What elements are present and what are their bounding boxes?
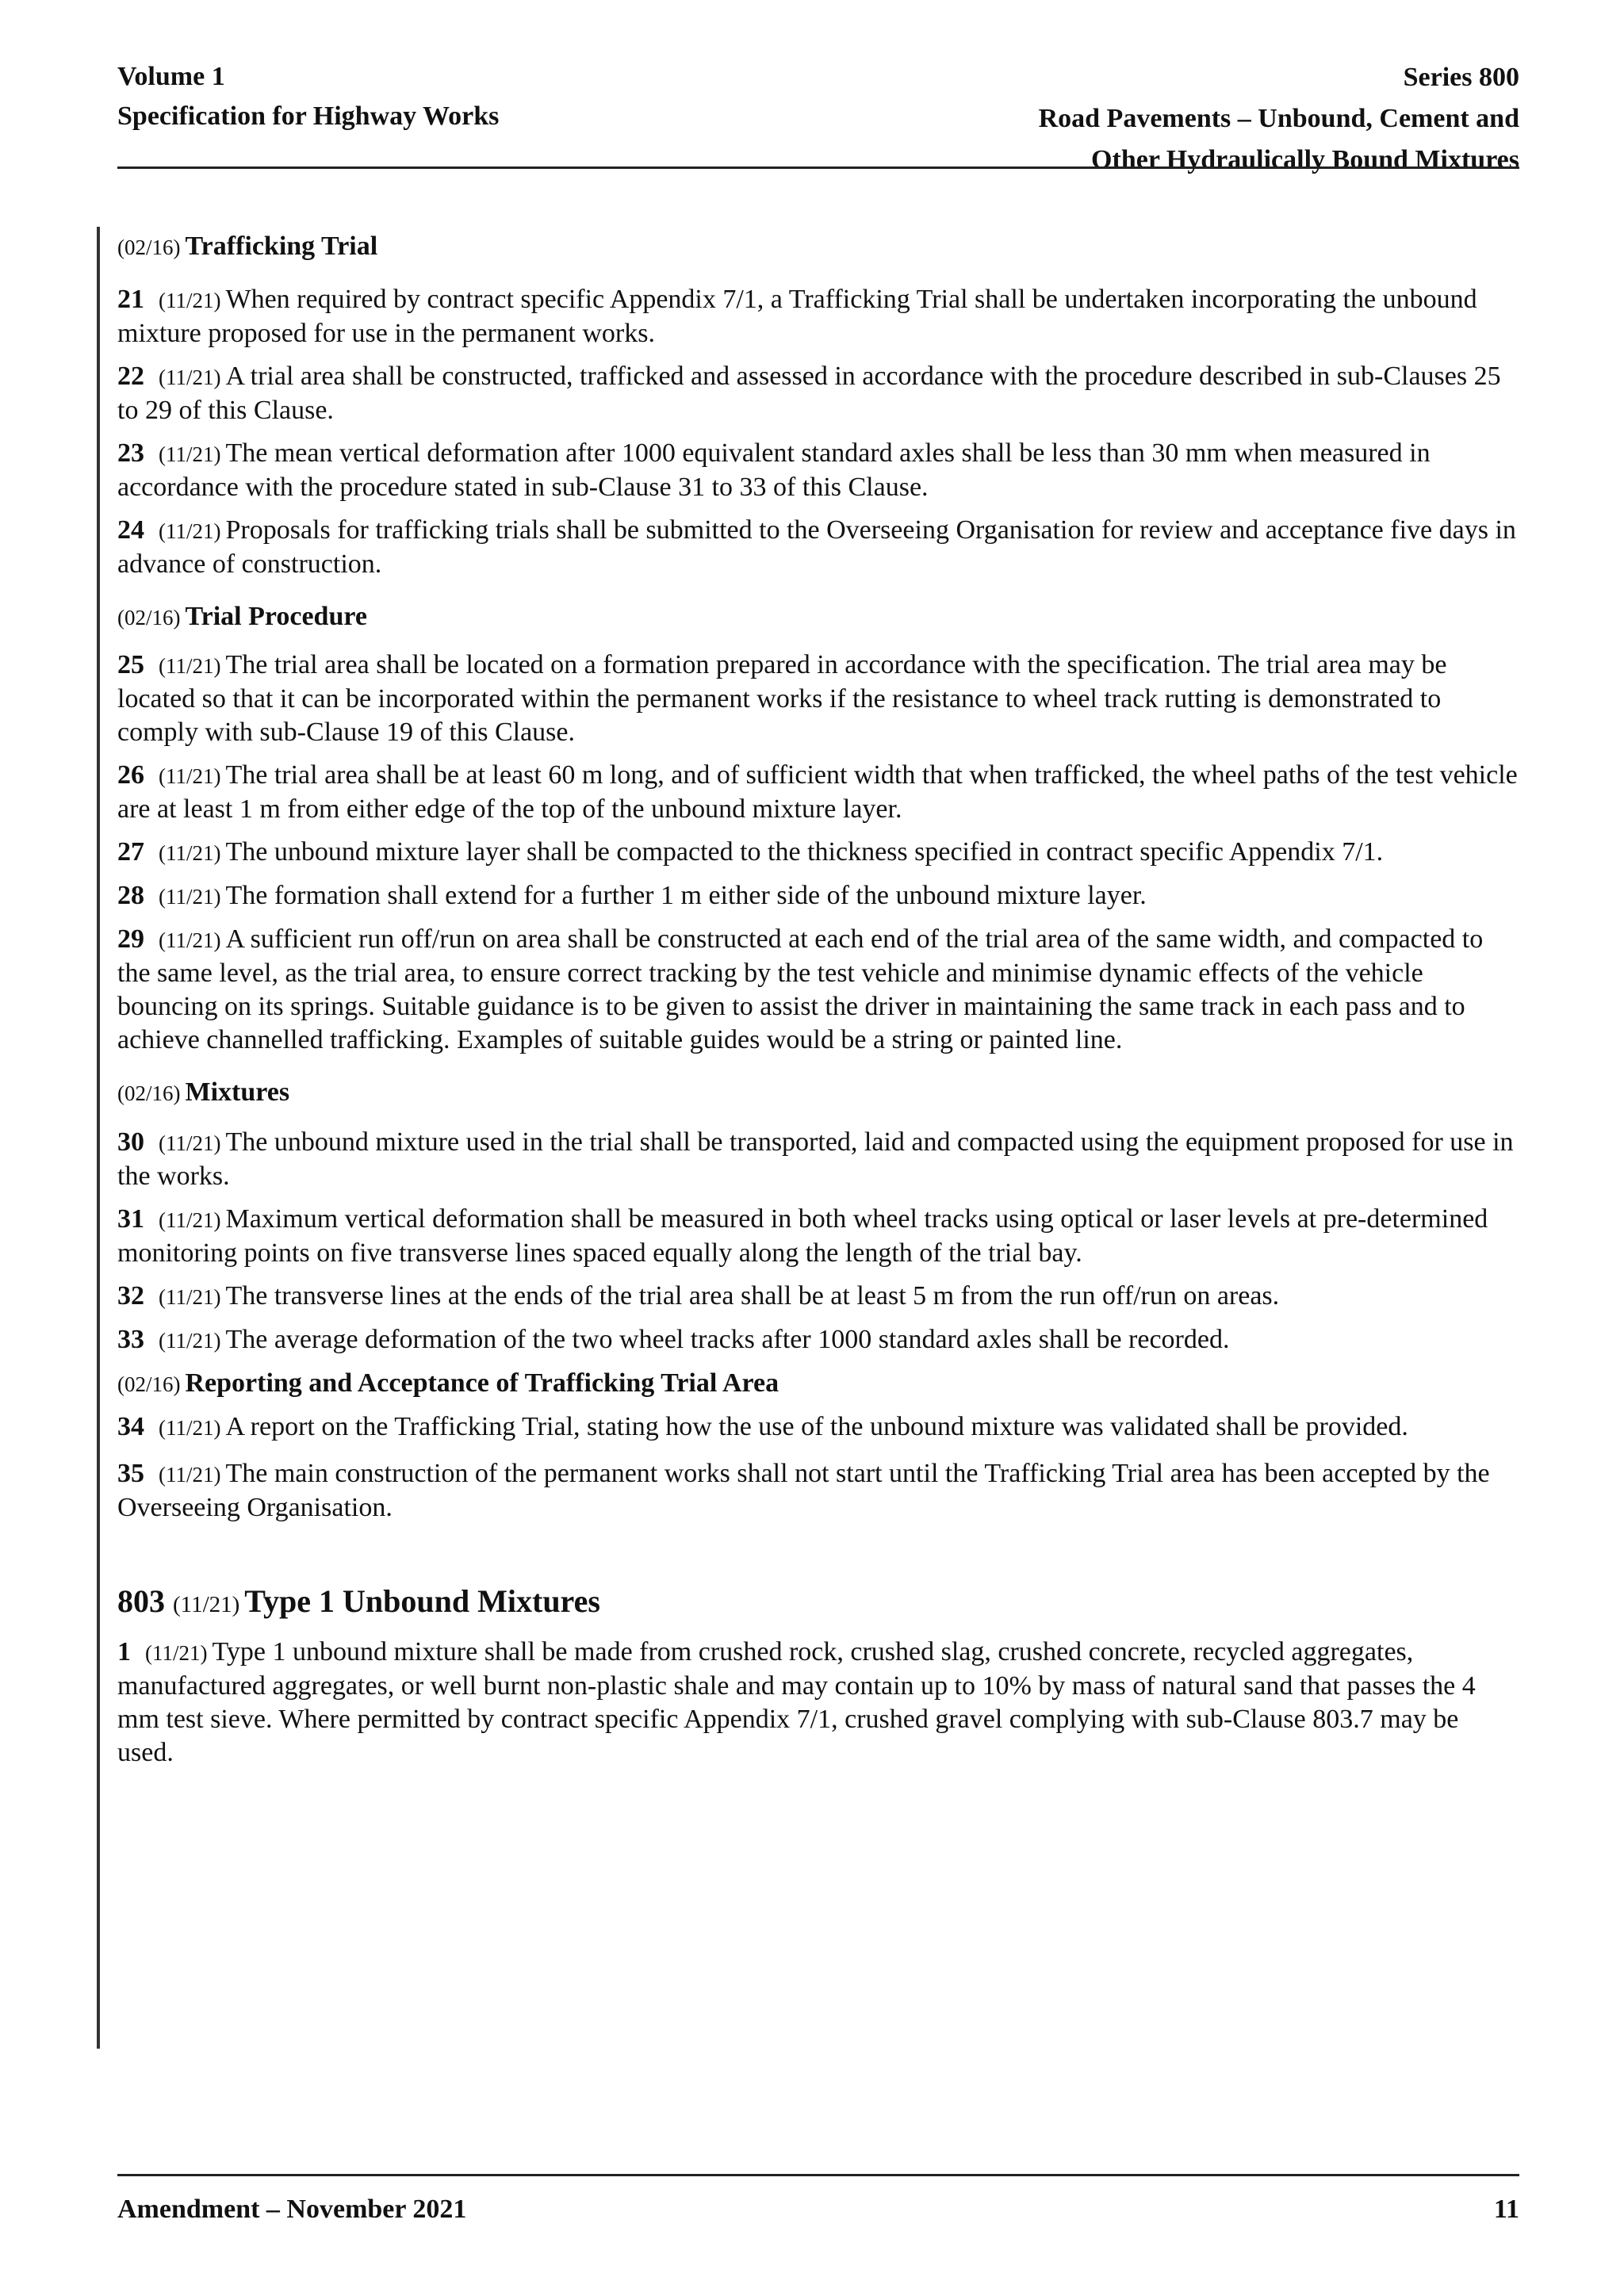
paragraph-text: The average deformation of the two wheel tracks after 1000 standard axles shall be recorded.: [225, 1325, 1230, 1354]
amendment-date: (11/21): [159, 1131, 221, 1155]
paragraph: [117, 1323, 1519, 1357]
paragraph: [117, 1636, 1519, 1770]
paragraph-number: 35: [117, 1459, 144, 1488]
amendment-margin-bar: [97, 227, 100, 2049]
header-spec-title: Specification for Highway Works: [117, 101, 500, 131]
amendment-date: (11/21): [159, 1416, 221, 1440]
amendment-date: (11/21): [159, 841, 221, 865]
paragraph: [117, 1126, 1519, 1193]
paragraph-text: The mean vertical deformation after 1000 equivalent standard axles shall be less than 30 mm when measured in accordance with the procedure stated in sub-Clause 31 to 33 of this Clause.: [117, 438, 1431, 502]
clause-number: 803: [117, 1583, 165, 1619]
paragraph-text: Maximum vertical deformation shall be measured in both wheel tracks using optical or laser levels at pre-determined monitoring points on five transverse lines spaced equally along the length of the trial bay.: [117, 1204, 1488, 1268]
paragraph-text: When required by contract specific Appendix 7/1, a Trafficking Trial shall be undertaken incorporating the unbound mixture proposed for use in the permanent works.: [117, 285, 1477, 348]
header-left: [117, 57, 499, 136]
paragraph-text: Type 1 unbound mixture shall be made from crushed rock, crushed slag, crushed concrete, recycled aggregates, manufactured aggregates, or well burnt non-plastic shale and may contain up to 10% by mass of natural sand that passes the 4 mm test sieve. Where permitted by contract specific Appendix 7/1, crushed gravel complying with sub-Clause 803.7 may be used.: [117, 1637, 1476, 1767]
amendment-date: (11/21): [159, 365, 221, 389]
amendment-date: (11/21): [159, 654, 221, 678]
paragraph-text: Proposals for trafficking trials shall be submitted to the Overseeing Organisation for review and acceptance five days in advance of construction.: [117, 515, 1516, 579]
paragraph: [117, 1280, 1519, 1314]
amendment-date: (02/16): [117, 606, 181, 629]
heading-title: Trafficking Trial: [185, 232, 378, 261]
header-divider: [117, 166, 1519, 169]
heading-title: Mixtures: [185, 1077, 290, 1107]
amendment-date: (11/21): [159, 1285, 221, 1309]
paragraph: [117, 360, 1519, 427]
header-series-title-line1: Road Pavements – Unbound, Cement and: [1038, 104, 1519, 133]
amendment-date: (11/21): [159, 764, 221, 788]
paragraph-number: 26: [117, 760, 144, 790]
paragraph: [117, 879, 1519, 913]
amendment-date: (11/21): [159, 519, 221, 543]
header-right: [1039, 57, 1519, 181]
paragraph-text: A sufficient run off/run on area shall be constructed at each end of the trial area of the same width, and compacted to the same level, as the trial area, to ensure correct tracking by the test vehicle and minimise dynamic effects of the vehicle bouncing on its springs. Suitable guidance is to be given to assist the driver in maintaining the same track in each pass and to achieve channelled trafficking. Examples of suitable guides would be a string or painted line.: [117, 924, 1484, 1054]
paragraph-text: A trial area shall be constructed, trafficked and assessed in accordance with the procedure described in sub-Clauses 25 to 29 of this Clause.: [117, 362, 1501, 425]
paragraph-text: The trial area shall be at least 60 m long, and of sufficient width that when trafficked, the wheel paths of the test vehicle are at least 1 m from either edge of the top of the unbound mixture layer.: [117, 760, 1518, 824]
footer-amendment: Amendment – November 2021: [117, 2195, 467, 2224]
heading-title: Trial Procedure: [185, 602, 367, 631]
amendment-date: (11/21): [159, 289, 221, 312]
amendment-date: (11/21): [159, 1208, 221, 1232]
amendment-date: (11/21): [159, 1463, 221, 1487]
paragraph-number: 30: [117, 1127, 144, 1157]
paragraph-number: 29: [117, 924, 144, 954]
clause-heading: [117, 1585, 1519, 1621]
paragraph-number: 1: [117, 1637, 131, 1667]
page-number: 11: [1493, 2195, 1519, 2224]
header-series-title-line2: Other Hydraulically Bound Mixtures: [1091, 145, 1519, 174]
paragraph: [117, 759, 1519, 826]
amendment-date: (02/16): [117, 1372, 181, 1396]
paragraph: [117, 283, 1519, 350]
heading-title: Reporting and Acceptance of Trafficking Trial Area: [185, 1368, 779, 1398]
amendment-date: (02/16): [117, 235, 181, 259]
paragraph-text: The trial area shall be located on a formation prepared in accordance with the specification. The trial area may be located so that it can be incorporated within the permanent works if the resistance to wheel track rutting is demonstrated to comply with sub-Clause 19 of this Clause.: [117, 650, 1447, 747]
paragraph: [117, 1410, 1519, 1445]
paragraph-number: 31: [117, 1204, 144, 1234]
header-series: Series 800: [1403, 63, 1519, 92]
amendment-date: (11/21): [159, 1329, 221, 1353]
paragraph: [117, 649, 1519, 749]
footer-divider: [117, 2174, 1519, 2176]
paragraph-number: 27: [117, 837, 144, 867]
amendment-date: (11/21): [159, 928, 221, 952]
paragraph-number: 28: [117, 881, 144, 910]
header-volume: Volume 1: [117, 62, 225, 91]
document-body: [117, 220, 1519, 1770]
section-heading: [117, 1367, 1519, 1401]
paragraph-text: The unbound mixture used in the trial shall be transported, laid and compacted using the equipment proposed for use in the works.: [117, 1127, 1514, 1191]
section-heading: [117, 1076, 1519, 1110]
paragraph-number: 24: [117, 515, 144, 545]
paragraph-text: The transverse lines at the ends of the trial area shall be at least 5 m from the run off/run on areas.: [225, 1281, 1280, 1311]
paragraph: [117, 437, 1519, 504]
paragraph-number: 34: [117, 1412, 144, 1441]
paragraph-number: 25: [117, 650, 144, 679]
paragraph-text: The formation shall extend for a further 1 m either side of the unbound mixture layer.: [225, 881, 1147, 910]
amendment-date: (11/21): [159, 885, 221, 909]
paragraph: [117, 1203, 1519, 1270]
paragraph-number: 21: [117, 285, 144, 314]
section-heading: [117, 600, 1519, 634]
paragraph: [117, 836, 1519, 870]
clause-title: Type 1 Unbound Mixtures: [244, 1583, 600, 1619]
paragraph-number: 23: [117, 438, 144, 468]
paragraph: [117, 514, 1519, 581]
amendment-date: (02/16): [117, 1081, 181, 1105]
paragraph-number: 22: [117, 362, 144, 391]
amendment-date: (11/21): [159, 442, 221, 466]
paragraph-number: 32: [117, 1281, 144, 1311]
section-heading: [117, 230, 1519, 264]
paragraph-text: A report on the Trafficking Trial, stating how the use of the unbound mixture was validated shall be provided.: [225, 1412, 1408, 1441]
paragraph: [117, 923, 1519, 1057]
amendment-date: (11/21): [173, 1592, 240, 1617]
paragraph: [117, 1457, 1519, 1525]
paragraph-text: The unbound mixture layer shall be compacted to the thickness specified in contract specific Appendix 7/1.: [225, 837, 1384, 867]
amendment-date: (11/21): [145, 1641, 208, 1665]
paragraph-number: 33: [117, 1325, 144, 1354]
paragraph-text: The main construction of the permanent works shall not start until the Trafficking Trial area has been accepted by the Overseeing Organisation.: [117, 1459, 1490, 1522]
